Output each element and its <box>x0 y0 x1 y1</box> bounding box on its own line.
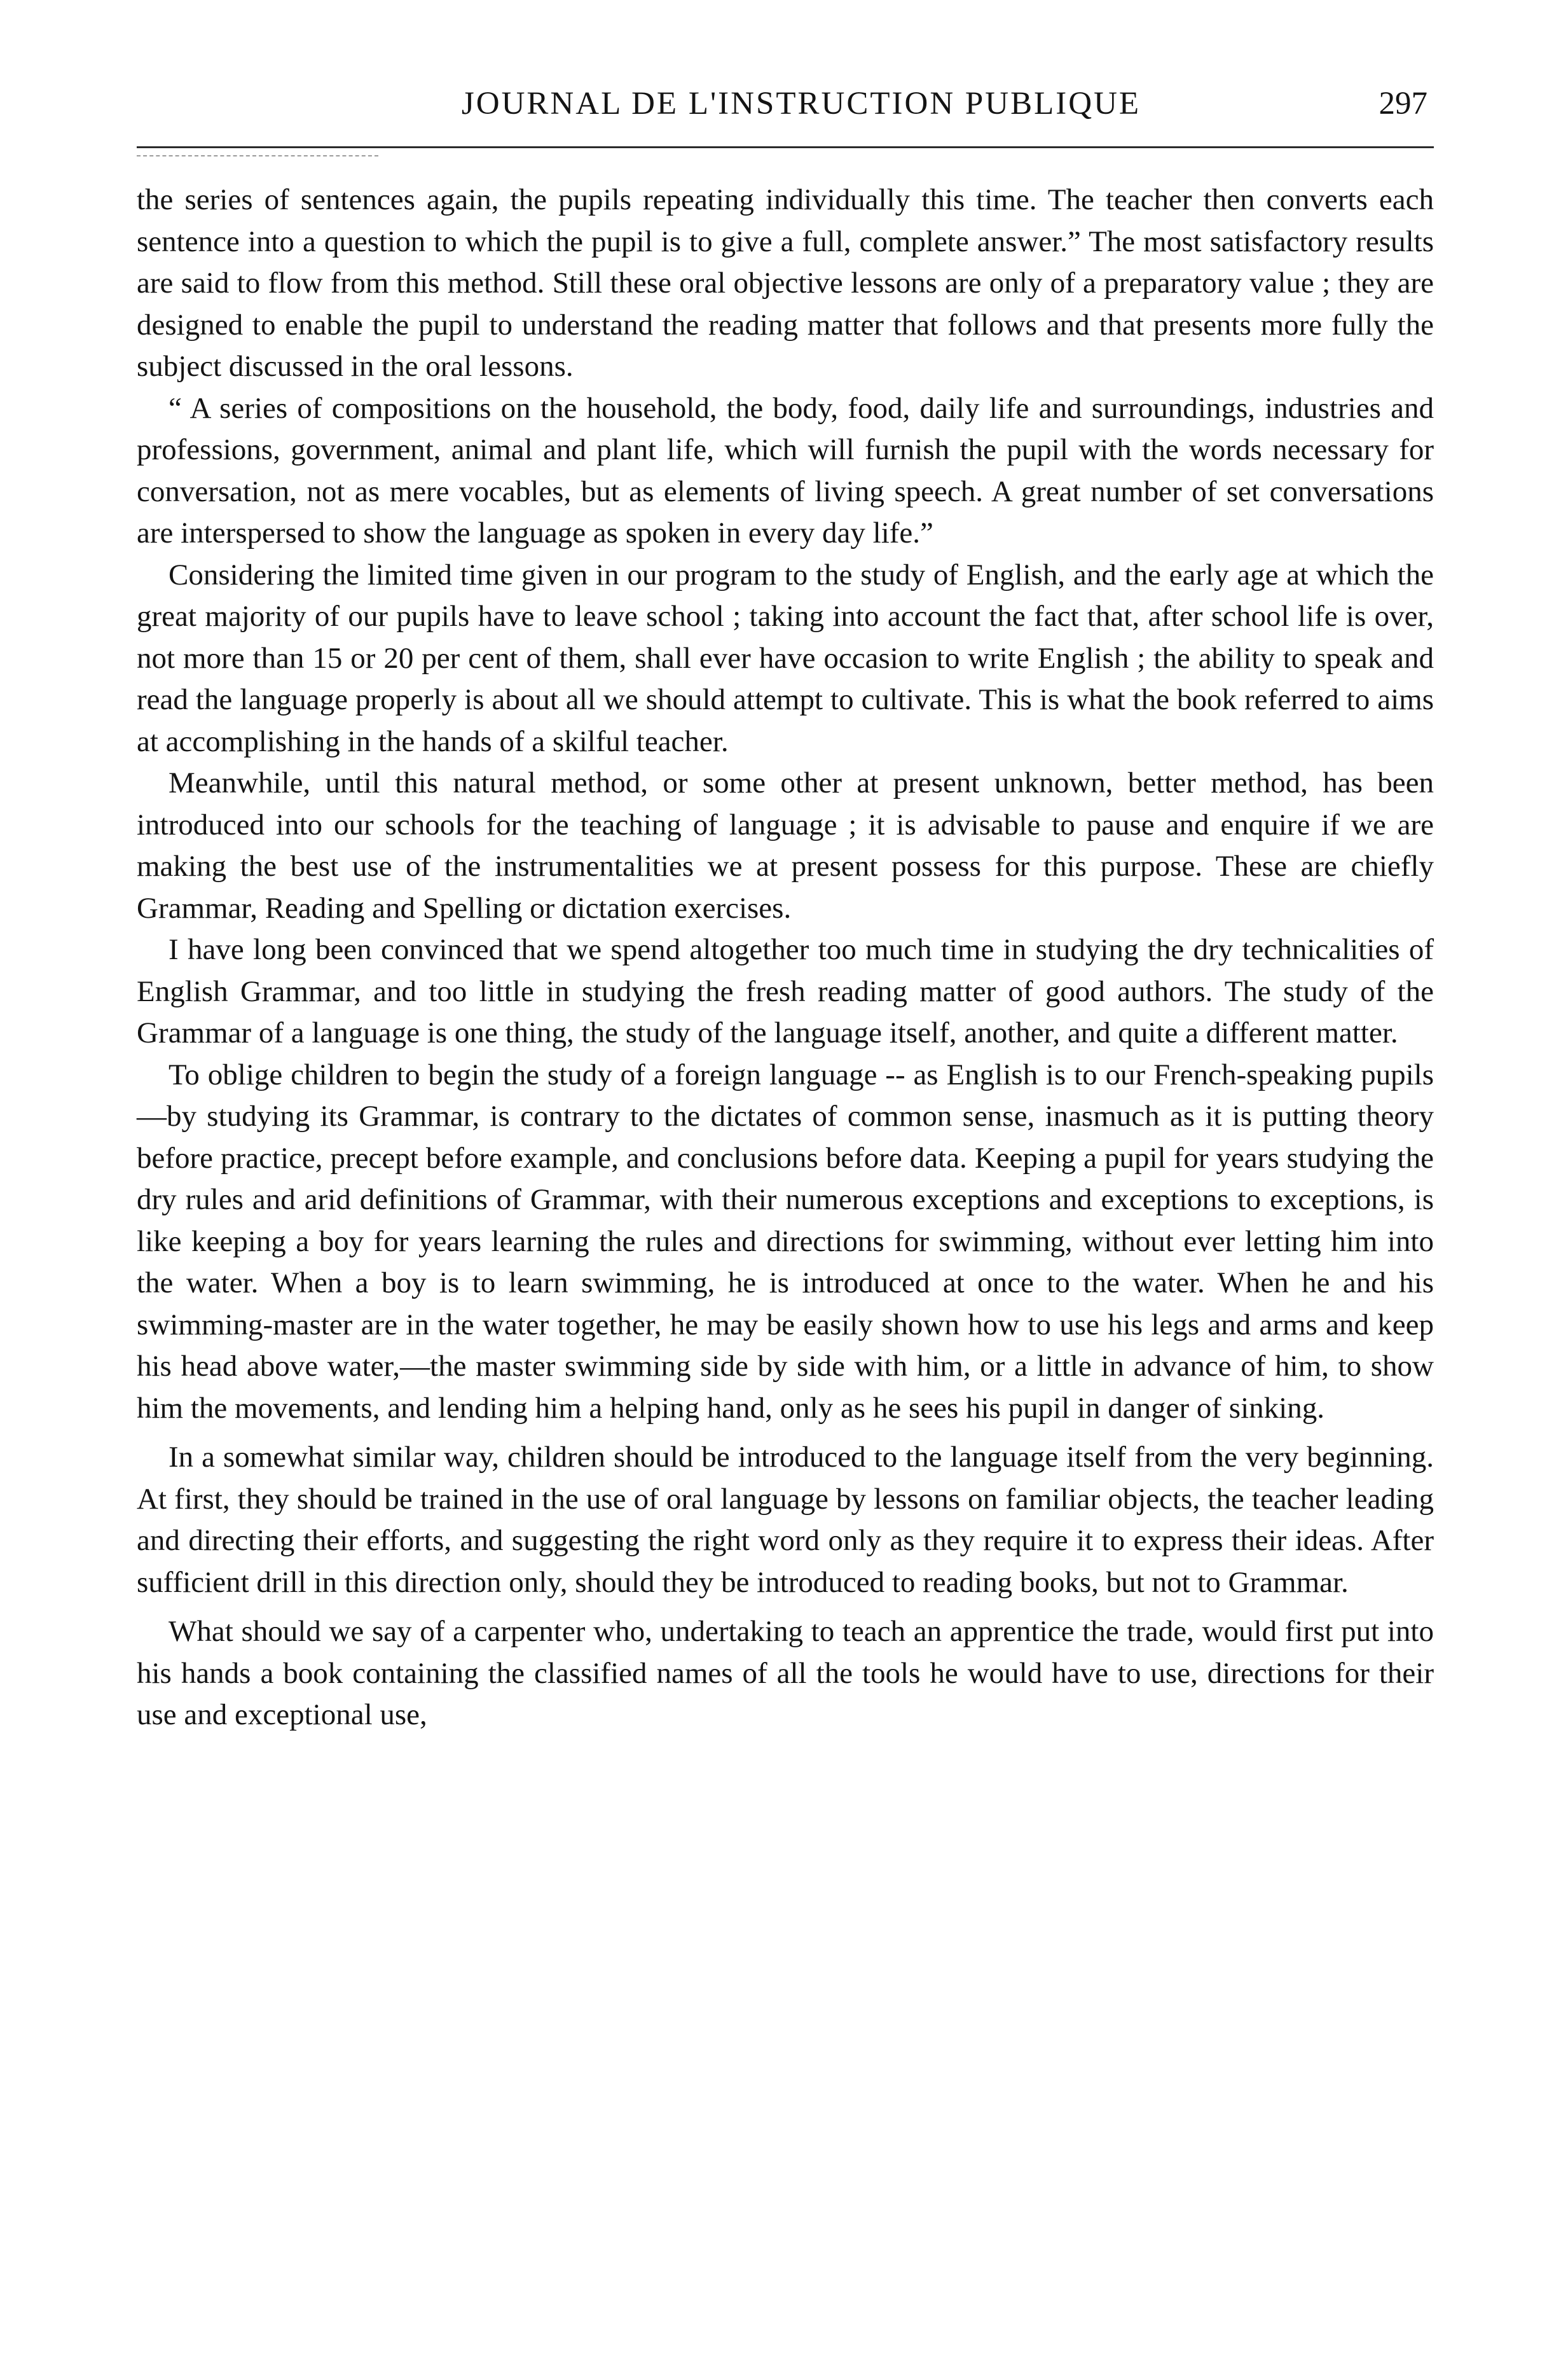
paragraph-swimming-analogy: To oblige children to begin the study of a foreign language -- as English is to our French-speaking pupils—by studying its Grammar, is contrary to the dictates of common sense, inasmuch as it is putting theory before practice, precept before example, and conclusions before data. Keeping a pupil for years studying the dry rules and arid definitions of Grammar, with their numerous exceptions and exceptions to exceptions, is like keeping a boy for years learning the rules and directions for swimming, without ever letting him into the water. When a boy is to learn swimming, he is introduced at once to the water. When he and his swimming-master are in the water together, he may be easily shown how to use his legs and arms and keep his head above water,—the master swimming side by side with him, or a little in advance of him, to show him the movements, and lending him a helping hand, only as he sees his pupil in danger of sinking. <box>137 1058 1434 1425</box>
body-text <box>137 179 1434 1736</box>
paragraph-similar-way: In a somewhat similar way, children should be introduced to the language itself from the very beginning. At first, they should be trained in the use of oral language by lessons on familiar objects, the teacher leading and directing their efforts, and suggesting the right word only as they require it to express their ideas. After sufficient drill in this direction only, should they be introduced to reading books, but not to Grammar. <box>137 1441 1434 1599</box>
paragraph-continuation: the series of sentences again, the pupils repeating individually this time. The teacher then converts each sentence into a question to which the pupil is to give a full, complete answer.” The most satisfactory results are said to flow from this method. Still these oral objective lessons are only of a preparatory value ; they are designed to enable the pupil to understand the reading matter that follows and that presents more fully the subject discussed in the oral lessons. <box>137 183 1434 383</box>
header-rule <box>137 146 1434 148</box>
paragraph-carpenter: What should we say of a carpenter who, undertaking to teach an apprentice the trade, would first put into his hands a book containing the classified names of all the tools he would have to use, directions for their use and exceptional use, <box>137 1615 1434 1731</box>
paragraph-quoted-compositions: “ A series of compositions on the household, the body, food, daily life and surroundings, industries and professions, government, animal and plant life, which will furnish the pupil with the words necessary for conversation, not as mere vocables, but as elements of living speech. A great number of set conversations are interspersed to show the language as spoken in every day life.” <box>137 391 1434 550</box>
paragraph-grammar-conviction: I have long been convinced that we spend altogether too much time in studying the dry technicalities of English Grammar, and too little in studying the fresh reading matter of good authors. The study of the Grammar of a language is one thing, the study of the language itself, another, and quite a different matter. <box>137 933 1434 1049</box>
journal-title: JOURNAL DE L'INSTRUCTION PUBLIQUE <box>461 86 1141 121</box>
paragraph-considering: Considering the limited time given in our program to the study of English, and the early age at which the great majority of our pupils have to leave school ; taking into account the fact that, after school life is over, not more than 15 or 20 per cent of them, shall ever have occasion to write English ; the ability to speak and read the language properly is about all we should attempt to cultivate. This is what the book referred to aims at accomplishing in the hands of a skilful teacher. <box>137 558 1434 758</box>
paragraph-meanwhile: Meanwhile, until this natural method, or some other at present unknown, better method, has been introduced into our schools for the teaching of language ; it is advisable to pause and enquire if we are making the best use of the instrumentalities we at present possess for this purpose. These are chiefly Grammar, Reading and Spelling or dictation exercises. <box>137 766 1434 925</box>
page-number: 297 <box>1379 86 1427 121</box>
header-rule-smudge <box>137 155 378 156</box>
running-head <box>162 75 1440 132</box>
